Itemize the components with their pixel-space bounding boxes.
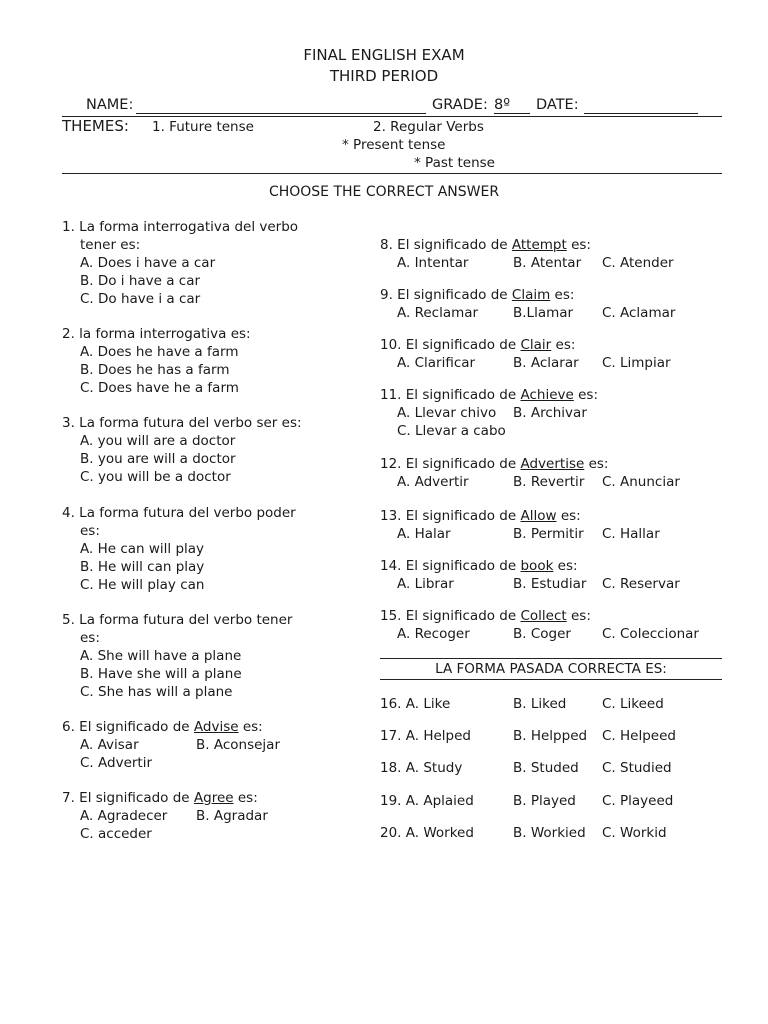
keyword: Advertise <box>520 456 585 472</box>
option-a[interactable]: 17. A. Helped <box>380 728 471 744</box>
question-16 <box>380 695 664 713</box>
option-a[interactable]: A. She will have a plane <box>80 648 242 664</box>
section-title: CHOOSE THE CORRECT ANSWER <box>268 184 500 200</box>
question-suffix: es: <box>233 790 258 806</box>
question-17 <box>380 727 676 745</box>
option-b[interactable]: B. Have she will a plane <box>80 666 242 682</box>
option-c[interactable]: C. Limpiar <box>602 355 671 371</box>
question-prefix: 9. El significado de <box>380 287 512 303</box>
question-suffix: es: <box>550 287 575 303</box>
option-c[interactable]: C. Hallar <box>602 526 660 542</box>
option-a[interactable]: 20. A. Worked <box>380 825 474 841</box>
question-text <box>380 386 598 404</box>
question-text <box>380 236 674 254</box>
option-row <box>62 736 280 754</box>
question-prefix: 8. El significado de <box>380 237 512 253</box>
option-c[interactable]: C. Does have he a farm <box>80 380 239 396</box>
question-11 <box>380 386 598 440</box>
question-prefix: 11. El significado de <box>380 387 521 403</box>
option-a[interactable]: A. Intentar <box>397 255 469 271</box>
option-b[interactable]: B. Revertir <box>513 474 585 490</box>
question-text <box>380 286 675 304</box>
question-prefix: 6. El significado de <box>62 719 194 735</box>
question-text <box>380 455 680 473</box>
option-a[interactable]: A. Llevar chivo <box>397 405 497 421</box>
question-text: es: <box>80 523 100 539</box>
question-text <box>380 336 671 354</box>
question-3 <box>62 414 302 486</box>
option-b[interactable]: B.Llamar <box>513 305 574 321</box>
option-b[interactable]: B. Atentar <box>513 255 582 271</box>
question-8 <box>380 236 674 272</box>
past-section-bottom-rule <box>380 679 722 680</box>
option-b[interactable]: B. He will can play <box>80 559 205 575</box>
name-blank[interactable] <box>136 113 426 114</box>
question-2 <box>62 325 251 397</box>
option-row <box>62 807 268 825</box>
option-b[interactable]: B. Aclarar <box>513 355 579 371</box>
option-c[interactable]: C. Anunciar <box>602 474 680 490</box>
question-suffix: es: <box>238 719 263 735</box>
date-label: DATE: <box>536 97 579 113</box>
name-label: NAME: <box>86 97 134 113</box>
keyword: Claim <box>511 287 551 303</box>
option-row <box>380 473 680 491</box>
option-b[interactable]: B. Archivar <box>513 405 587 421</box>
question-suffix: es: <box>566 608 591 624</box>
option-b[interactable]: B. Workied <box>513 825 586 841</box>
option-c[interactable]: C. Advertir <box>80 755 153 771</box>
keyword: book <box>520 558 554 574</box>
question-18 <box>380 759 672 777</box>
option-b[interactable]: B. Permitir <box>513 526 584 542</box>
keyword: Achieve <box>520 387 574 403</box>
question-text <box>380 607 699 625</box>
question-text <box>380 557 680 575</box>
option-row <box>380 404 598 422</box>
option-a[interactable]: 19. A. Aplaied <box>380 793 474 809</box>
header-divider <box>62 116 722 117</box>
option-a[interactable]: A. Halar <box>397 526 451 542</box>
keyword: Allow <box>520 508 557 524</box>
past-section-top-rule <box>380 658 722 659</box>
question-prefix: 13. El significado de <box>380 508 521 524</box>
question-10 <box>380 336 671 372</box>
question-19 <box>380 792 673 810</box>
option-a[interactable]: A. Does i have a car <box>80 255 216 271</box>
question-13 <box>380 507 660 543</box>
keyword: Advise <box>193 719 239 735</box>
option-b[interactable]: B. Do i have a car <box>80 273 201 289</box>
option-c[interactable]: C. He will play can <box>80 577 205 593</box>
option-a[interactable]: A. Clarificar <box>397 355 476 371</box>
option-c[interactable]: C. She has will a plane <box>80 684 233 700</box>
option-a[interactable]: A. Does he have a farm <box>80 344 239 360</box>
themes-divider <box>62 173 722 174</box>
theme-future-tense: 1. Future tense <box>152 119 254 135</box>
theme-regular-verbs: 2. Regular Verbs <box>373 119 484 135</box>
theme-present-tense: * Present tense <box>342 137 446 153</box>
exam-subtitle: THIRD PERIOD <box>329 67 439 85</box>
option-a[interactable]: A. Avisar <box>80 737 139 753</box>
option-c[interactable]: C. Playeed <box>602 793 674 809</box>
question-6 <box>62 718 280 772</box>
option-c[interactable]: C. Do have i a car <box>80 291 201 307</box>
question-5 <box>62 611 292 701</box>
option-row <box>380 304 675 322</box>
question-suffix: es: <box>584 456 609 472</box>
option-row <box>380 525 660 543</box>
question-20 <box>380 824 667 842</box>
theme-past-tense: * Past tense <box>414 155 495 171</box>
option-c[interactable]: C. you will be a doctor <box>80 469 231 485</box>
question-prefix: 12. El significado de <box>380 456 521 472</box>
keyword: Agree <box>193 790 234 806</box>
keyword: Collect <box>520 608 567 624</box>
question-suffix: es: <box>553 558 578 574</box>
question-1 <box>62 218 298 308</box>
option-a[interactable]: A. Advertir <box>397 474 469 490</box>
question-text <box>380 507 660 525</box>
option-c[interactable]: C. acceder <box>80 826 152 842</box>
option-b[interactable]: B. Coger <box>513 626 571 642</box>
question-prefix: 7. El significado de <box>62 790 194 806</box>
keyword: Clair <box>520 337 552 353</box>
question-14 <box>380 557 680 593</box>
option-row <box>380 575 680 593</box>
date-blank[interactable] <box>584 113 698 114</box>
option-c[interactable]: C. Llevar a cabo <box>397 423 506 439</box>
question-prefix: 10. El significado de <box>380 337 521 353</box>
question-7 <box>62 789 268 843</box>
option-a[interactable]: A. Librar <box>397 576 454 592</box>
question-15 <box>380 607 699 643</box>
option-a[interactable]: 16. A. Like <box>380 696 451 712</box>
option-b[interactable]: B. Liked <box>513 696 567 712</box>
question-text: 3. La forma futura del verbo ser es: <box>62 415 302 431</box>
question-text: 5. La forma futura del verbo tener <box>62 612 293 628</box>
question-suffix: es: <box>556 508 581 524</box>
question-9 <box>380 286 675 322</box>
question-12 <box>380 455 680 491</box>
question-text <box>62 789 268 807</box>
question-4 <box>62 504 296 594</box>
option-c[interactable]: C. Coleccionar <box>602 626 699 642</box>
option-c[interactable]: C. Reservar <box>602 576 680 592</box>
option-b[interactable]: B. Studed <box>513 760 579 776</box>
grade-label: GRADE: <box>432 97 488 113</box>
question-text: es: <box>80 630 100 646</box>
themes-label: THEMES: <box>62 117 129 135</box>
keyword: Attempt <box>511 237 567 253</box>
option-a[interactable]: A. Agradecer <box>80 808 168 824</box>
past-section-title: LA FORMA PASADA CORRECTA ES: <box>435 661 667 677</box>
question-text: 2. la forma interrogativa es: <box>62 326 251 342</box>
question-text: tener es: <box>80 237 141 253</box>
option-row <box>380 354 671 372</box>
option-row <box>380 254 674 272</box>
question-suffix: es: <box>566 237 591 253</box>
option-a[interactable]: A. Recoger <box>397 626 470 642</box>
option-a[interactable]: A. Reclamar <box>397 305 479 321</box>
option-c[interactable]: C. Workid <box>602 825 667 841</box>
option-a[interactable]: A. He can will play <box>80 541 205 557</box>
question-prefix: 15. El significado de <box>380 608 521 624</box>
option-b[interactable]: B. Played <box>513 793 576 809</box>
exam-title: FINAL ENGLISH EXAM <box>303 46 465 64</box>
question-suffix: es: <box>573 387 598 403</box>
option-b[interactable]: B. Does he has a farm <box>80 362 230 378</box>
option-c[interactable]: C. Aclamar <box>602 305 676 321</box>
option-c[interactable]: C. Atender <box>602 255 674 271</box>
option-b[interactable]: B. you are will a doctor <box>80 451 236 467</box>
option-a[interactable]: 18. A. Study <box>380 760 463 776</box>
option-b[interactable]: B. Helpped <box>513 728 588 744</box>
question-suffix: es: <box>551 337 576 353</box>
option-b[interactable]: B. Agradar <box>196 808 268 824</box>
question-prefix: 14. El significado de <box>380 558 521 574</box>
option-b[interactable]: B. Estudiar <box>513 576 587 592</box>
question-text: 4. La forma futura del verbo poder <box>62 505 296 521</box>
grade-blank[interactable] <box>494 113 530 114</box>
option-c[interactable]: C. Studied <box>602 760 672 776</box>
option-row <box>380 625 699 643</box>
question-text: 1. La forma interrogativa del verbo <box>62 219 299 235</box>
option-c[interactable]: C. Helpeed <box>602 728 676 744</box>
question-text <box>62 718 280 736</box>
option-b[interactable]: B. Aconsejar <box>196 737 280 753</box>
option-a[interactable]: A. you will are a doctor <box>80 433 236 449</box>
grade-value: 8º <box>494 97 511 113</box>
option-c[interactable]: C. Likeed <box>602 696 664 712</box>
